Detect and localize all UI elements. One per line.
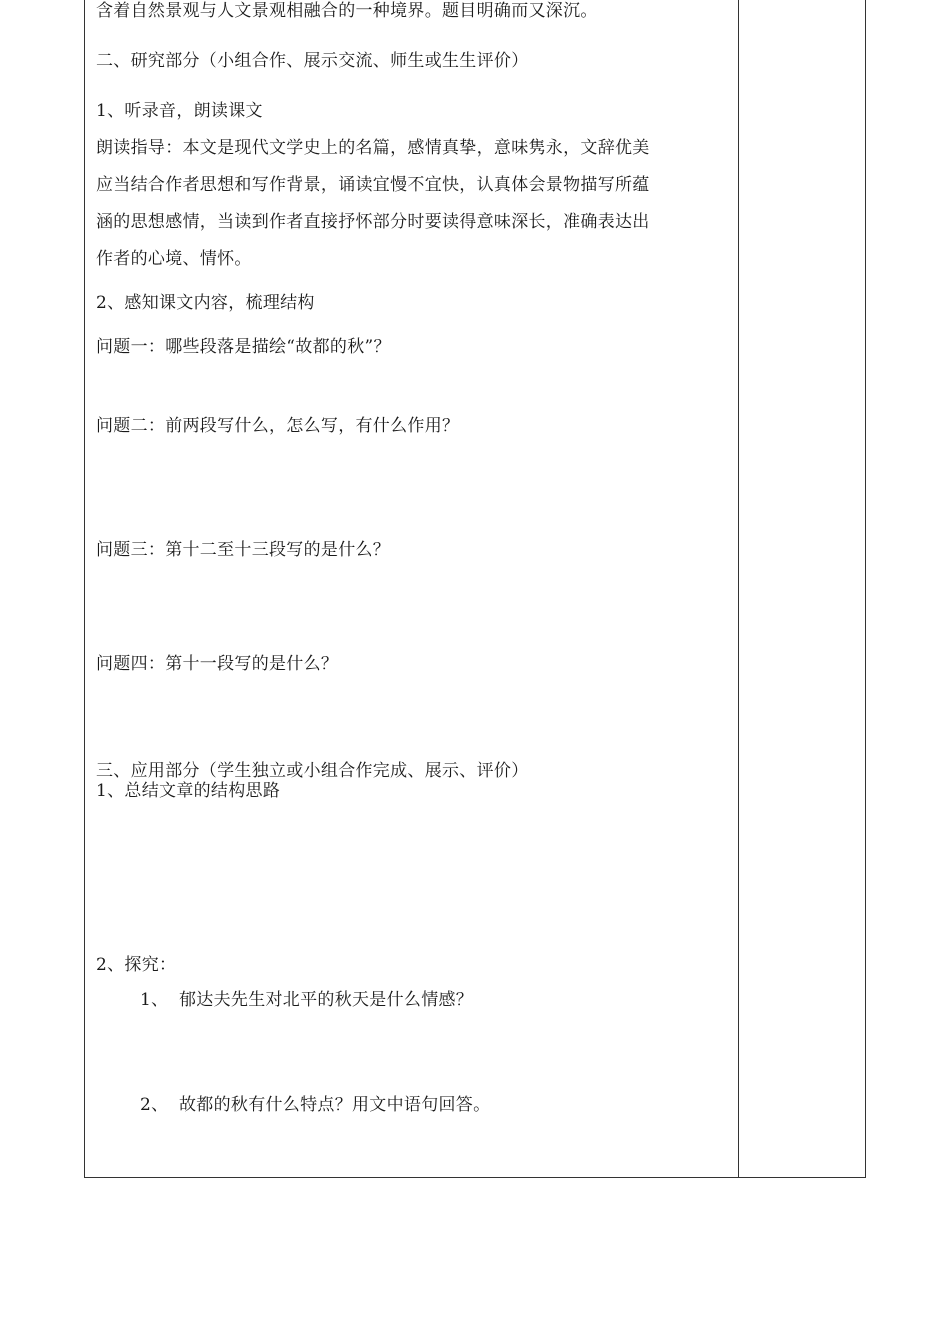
reading-guide-line: 应当结合作者思想和写作背景，诵读宜慢不宜快，认真体会景物描写所蕴 <box>96 175 650 195</box>
explore-item-number: 2、 <box>140 1095 169 1115</box>
reading-guide-line: 朗读指导：本文是现代文学史上的名篇，感情真挚，意味隽永，文辞优美 <box>96 138 650 158</box>
explore-item-number: 1、 <box>140 990 169 1010</box>
section2-item1-title: 1、听录音，朗读课文 <box>96 101 263 121</box>
section3-item2-title: 2、探究： <box>96 955 177 975</box>
content-table <box>84 0 866 1178</box>
explore-item-text: 故都的秋有什么特点？用文中语句回答。 <box>179 1095 491 1115</box>
column-divider <box>738 0 739 1177</box>
explore-item-text: 郁达夫先生对北平的秋天是什么情感？ <box>179 990 474 1010</box>
section2-item2-title: 2、感知课文内容，梳理结构 <box>96 293 315 313</box>
section3-item1-title: 1、总结文章的结构思路 <box>96 781 281 801</box>
reading-guide-line: 涵的思想感情，当读到作者直接抒怀部分时要读得意味深长，准确表达出 <box>96 212 650 232</box>
intro-tail-text: 含着自然景观与人文景观相融合的一种境界。题目明确而又深沉。 <box>96 1 598 21</box>
question-3: 问题三：第十二至十三段写的是什么？ <box>96 540 391 560</box>
question-4: 问题四：第十一段写的是什么？ <box>96 654 339 674</box>
section3-heading: 三、应用部分（学生独立或小组合作完成、展示、评价） <box>96 761 529 781</box>
reading-guide-line: 作者的心境、情怀。 <box>96 249 252 269</box>
question-2: 问题二：前两段写什么，怎么写，有什么作用？ <box>96 416 460 436</box>
question-1: 问题一：哪些段落是描绘“故都的秋”？ <box>96 337 391 357</box>
section2-heading: 二、研究部分（小组合作、展示交流、师生或生生评价） <box>96 51 529 71</box>
